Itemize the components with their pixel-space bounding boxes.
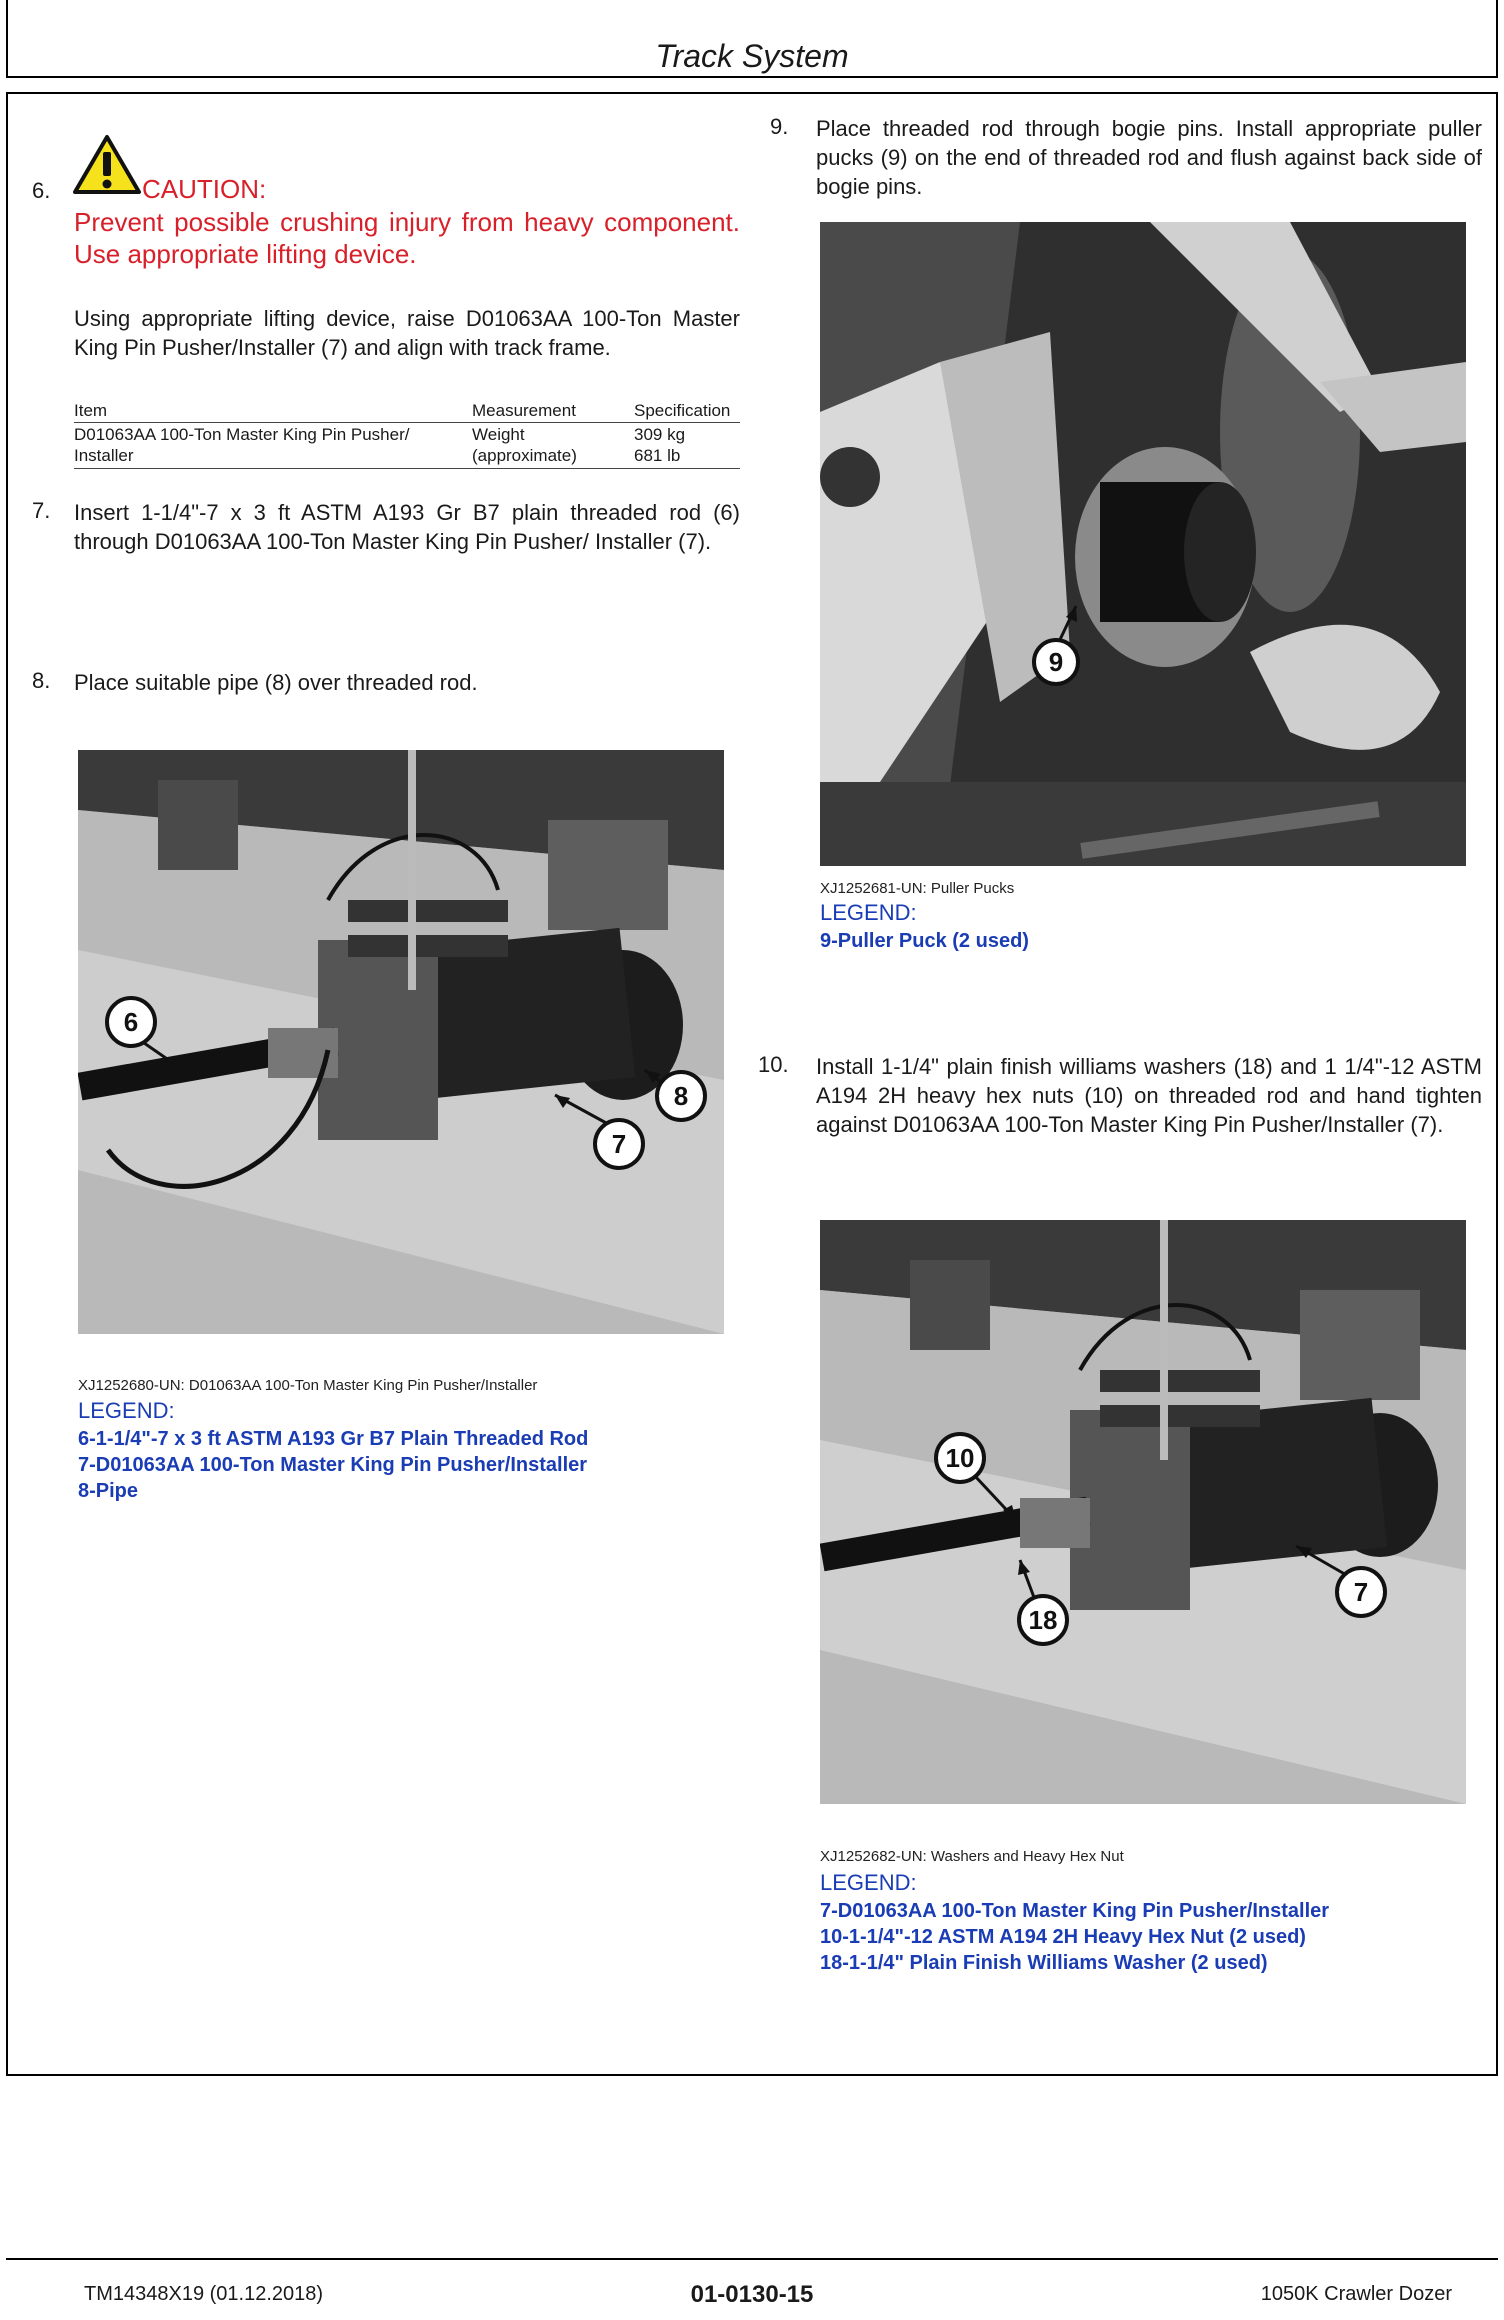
callout-10 <box>936 1434 984 1482</box>
spec-measure-line1: Weight <box>472 425 525 444</box>
spec-table <box>74 400 740 470</box>
step-7-text: Insert 1-1/4"-7 x 3 ft ASTM A193 Gr B7 plain threaded rod (6) through D01063AA 100-Ton Master King Pin Pusher/ Installer (7). <box>74 500 740 554</box>
warning-triangle-icon <box>72 134 142 196</box>
footer-rule <box>6 2258 1498 2260</box>
legend-item: 9-Puller Puck (2 used) <box>820 930 1029 952</box>
footer-page-number: 01-0130-15 <box>690 2281 814 2308</box>
step-10-number: 10. <box>758 1052 789 1077</box>
spec-header-item: Item <box>74 401 108 420</box>
figure-1-callouts <box>78 750 724 1334</box>
svg-text:8: 8 <box>673 1081 689 1111</box>
step-6-instructions: Using appropriate lifting device, raise D01063AA 100-Ton Master King Pin Pusher/Installer (7) and align with track frame. <box>74 306 740 360</box>
legend-item: 7-D01063AA 100-Ton Master King Pin Pusher/Installer <box>820 1900 1330 1922</box>
callout-7-fig3 <box>1337 1568 1385 1616</box>
page-title: Track System <box>655 38 849 74</box>
figure-2-legend-title: LEGEND: <box>820 900 917 925</box>
step-8-number: 8. <box>32 668 51 693</box>
figure-2-caption: XJ1252681-UN: Puller Pucks <box>820 880 1015 897</box>
legend-item: 10-1-1/4"-12 ASTM A194 2H Heavy Hex Nut (2 used) <box>820 1926 1306 1948</box>
footer-doc-id: TM14348X19 (01.12.2018) <box>84 2283 324 2305</box>
figure-3-caption: XJ1252682-UN: Washers and Heavy Hex Nut <box>820 1848 1124 1865</box>
svg-text:6: 6 <box>123 1007 139 1037</box>
spec-measure-line2: (approximate) <box>472 446 577 465</box>
callout-6 <box>107 998 155 1046</box>
figure-1-legend <box>78 1426 738 1504</box>
legend-item: 8-Pipe <box>78 1480 139 1502</box>
legend-item: 6-1-1/4"-7 x 3 ft ASTM A193 Gr B7 Plain Threaded Rod <box>78 1428 589 1450</box>
legend-item: 18-1-1/4" Plain Finish Williams Washer (2 used) <box>820 1952 1268 1974</box>
callout-7 <box>595 1120 643 1168</box>
step-7-number: 7. <box>32 498 51 523</box>
spec-item-line1: D01063AA 100-Ton Master King Pin Pusher/ <box>74 425 410 444</box>
callout-8 <box>657 1072 705 1120</box>
callout-18 <box>1019 1596 1067 1644</box>
spec-value-lb: 681 lb <box>634 446 681 465</box>
figure-2-callouts <box>820 222 1466 866</box>
svg-text:7: 7 <box>1353 1577 1369 1607</box>
caution-label: CAUTION: <box>142 174 267 204</box>
footer-model: 1050K Crawler Dozer <box>1260 2283 1452 2305</box>
figure-3-callouts <box>820 1220 1466 1804</box>
spec-value-kg: 309 kg <box>634 425 686 444</box>
svg-text:7: 7 <box>611 1129 627 1159</box>
figure-3-legend-title: LEGEND: <box>820 1870 917 1895</box>
figure-3-legend <box>820 1898 1480 1976</box>
legend-item: 7-D01063AA 100-Ton Master King Pin Pusher/Installer <box>78 1454 588 1476</box>
spec-bottom-rule <box>74 468 740 469</box>
svg-text:9: 9 <box>1048 647 1064 677</box>
svg-text:10: 10 <box>945 1443 975 1473</box>
step-8-text: Place suitable pipe (8) over threaded rod. <box>74 670 478 695</box>
step-9-number: 9. <box>770 114 789 139</box>
step-6-number: 6. <box>32 178 51 203</box>
spec-header-specification: Specification <box>634 401 731 420</box>
spec-header-measurement: Measurement <box>472 401 576 420</box>
svg-text:18: 18 <box>1028 1605 1058 1635</box>
figure-1-caption: XJ1252680-UN: D01063AA 100-Ton Master King Pin Pusher/Installer <box>78 1377 538 1394</box>
step-9-text: Place threaded rod through bogie pins. Install appropriate puller pucks (9) on the end of threaded rod and flush against back side of bogie pins. <box>816 116 1482 199</box>
callout-9 <box>1034 640 1078 684</box>
caution-message: Prevent possible crushing injury from heavy component. Use appropriate lifting device. <box>74 207 740 269</box>
figure-1-legend-title: LEGEND: <box>78 1398 175 1423</box>
spec-item-line2: Installer <box>74 446 134 465</box>
step-10-text: Install 1-1/4" plain finish williams washers (18) and 1 1/4"-12 ASTM A194 2H heavy hex nuts (10) on threaded rod and hand tighten against D01063AA 100-Ton Master King Pin Pusher/Installer (7). <box>816 1054 1482 1137</box>
spec-header-rule <box>74 422 740 423</box>
figure-2-legend <box>820 928 1480 954</box>
